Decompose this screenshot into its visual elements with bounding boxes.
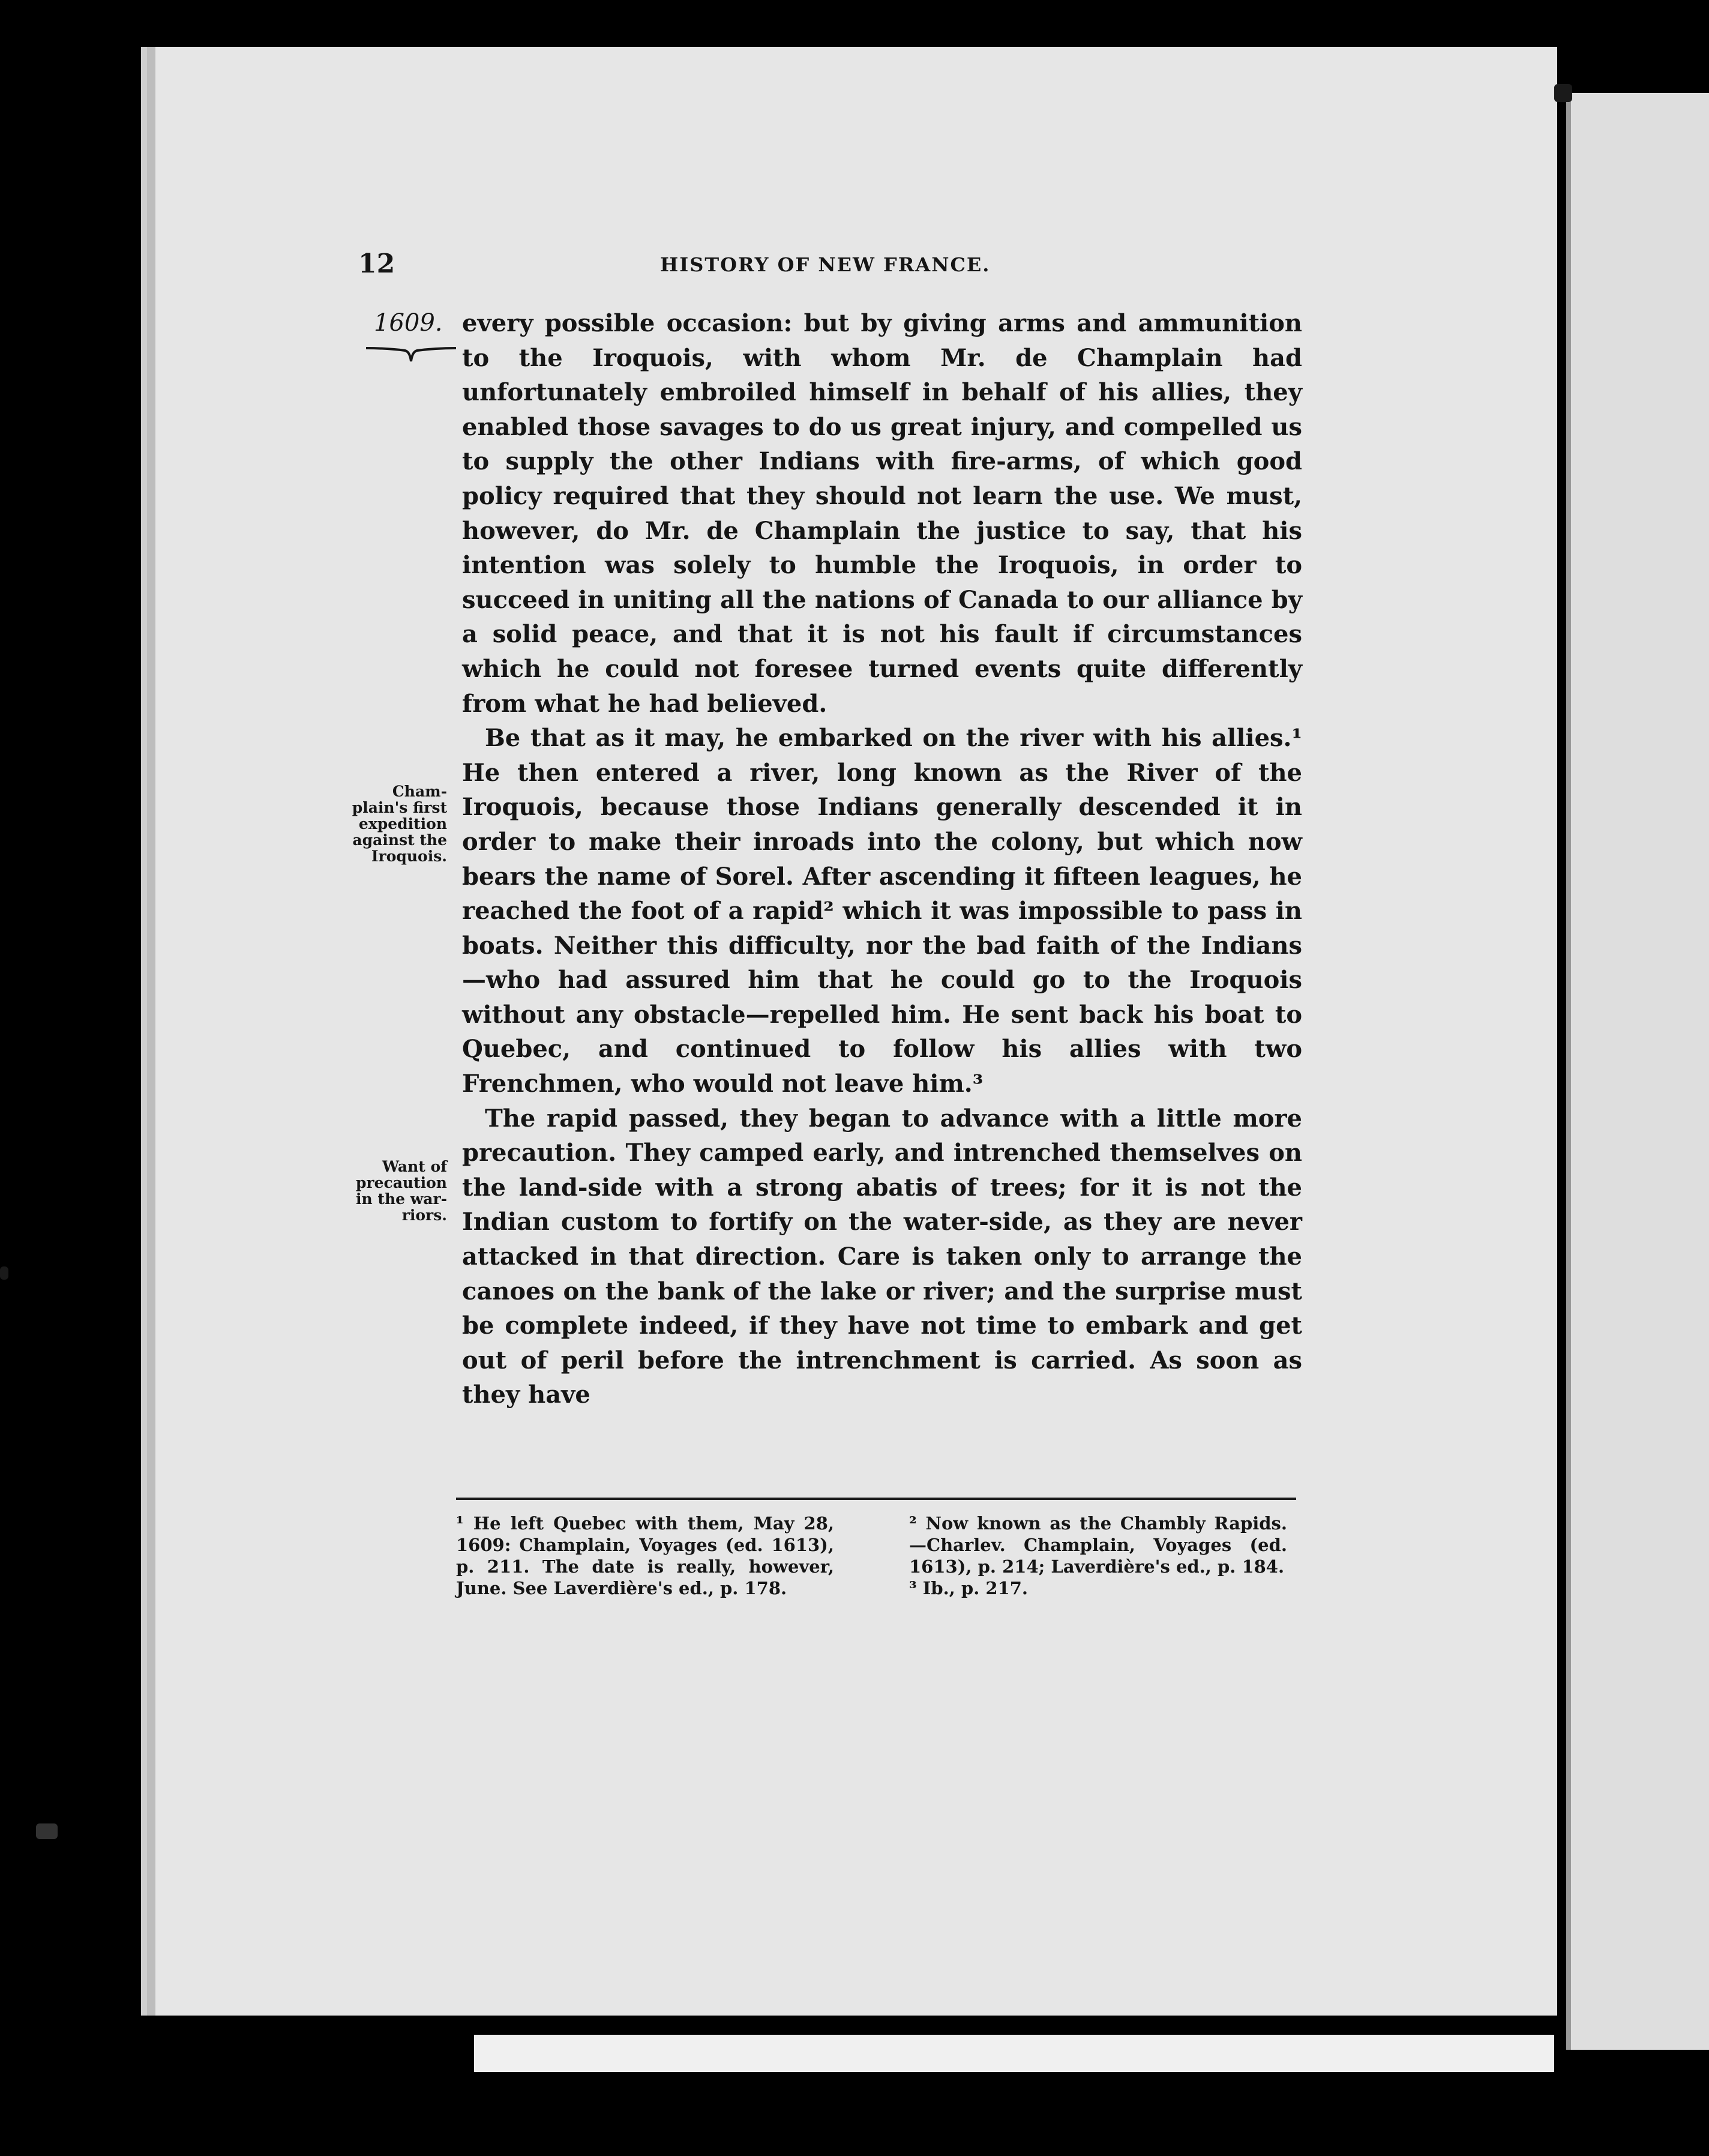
margin-year: 1609. [374,309,443,337]
footnote: ³ Ib., p. 217. [909,1578,1029,1598]
footnote: ¹ He left Quebec with them, May 28, 1609: Champlain, Voyages (ed. 1613), p. 211. The date is really, however, June. See Laverdière's ed., p. 178. [456,1513,834,1598]
page-bottom-strip [474,2035,1554,2072]
page-number: 12 [358,248,395,279]
footnote-column-left [456,1513,834,1599]
footnote: ² Now known as the Chambly Rapids.—Charlev. Champlain, Voyages (ed. 1613), p. 214; Laverdière's ed., p. 184. [909,1513,1287,1577]
paragraph: every possible occasion: but by giving arms and ammunition to the Iroquois, with whom Mr. de Champlain had unfortunately embroiled himself in behalf of his allies, they enabled those savages to do us great injury, and compelled us to supply the other Indians with fire-arms, of which good policy required that they should not learn the use. We must, however, do Mr. de Champlain the justice to say, that his intention was solely to humble the Iroquois, in order to succeed in uniting all the nations of Canada to our alliance by a solid peace, and that it is not his fault if circumstances which he could not foresee turned events quite differently from what he had believed. [462,309,1302,718]
ink-blot [1554,84,1572,102]
brace-icon [363,342,459,366]
ink-blot [0,1266,8,1280]
page-header [0,248,1709,285]
facing-page-edge [1566,93,1709,2050]
footnote-rule [456,1498,1296,1500]
running-title: HISTORY OF NEW FRANCE. [660,253,991,276]
side-note-champlain-expedition: Cham- plain's first expedition against the Iroquois. [352,783,447,865]
paragraph: The rapid passed, they began to advance with a little more precaution. They camped early, and intrenched themselves on the land-side with a strong abatis of trees; for it is not the Indian custom to fortify on the water-side, as they are never attacked in that direction. Care is taken only to arrange the canoes on the bank of the lake or river; and the surprise must be complete indeed, if they have not time to embark and get out of peril before the intrenchment is carried. As soon as they have [462,1104,1302,1409]
side-note-want-of-precaution: Want of precaution in the war- riors. [355,1158,447,1224]
ink-blot [36,1823,58,1839]
footnote-column-right [909,1513,1287,1599]
paragraph: Be that as it may, he embarked on the river with his allies.¹ He then entered a river, long known as the River of the Iroquois, because those Indians generally descended it in order to make their inroads into the colony, but which now bears the name of Sorel. After ascending it fifteen leagues, he reached the foot of a rapid² which it was impossible to pass in boats. Neither this difficulty, nor the bad faith of the Indians—who had assured him that he could go to the Iroquois without any obstacle—repelled him. He sent back his boat to Quebec, and continued to follow his allies with two Frenchmen, who would not leave him.³ [462,724,1302,1098]
body-text [462,306,1302,1412]
